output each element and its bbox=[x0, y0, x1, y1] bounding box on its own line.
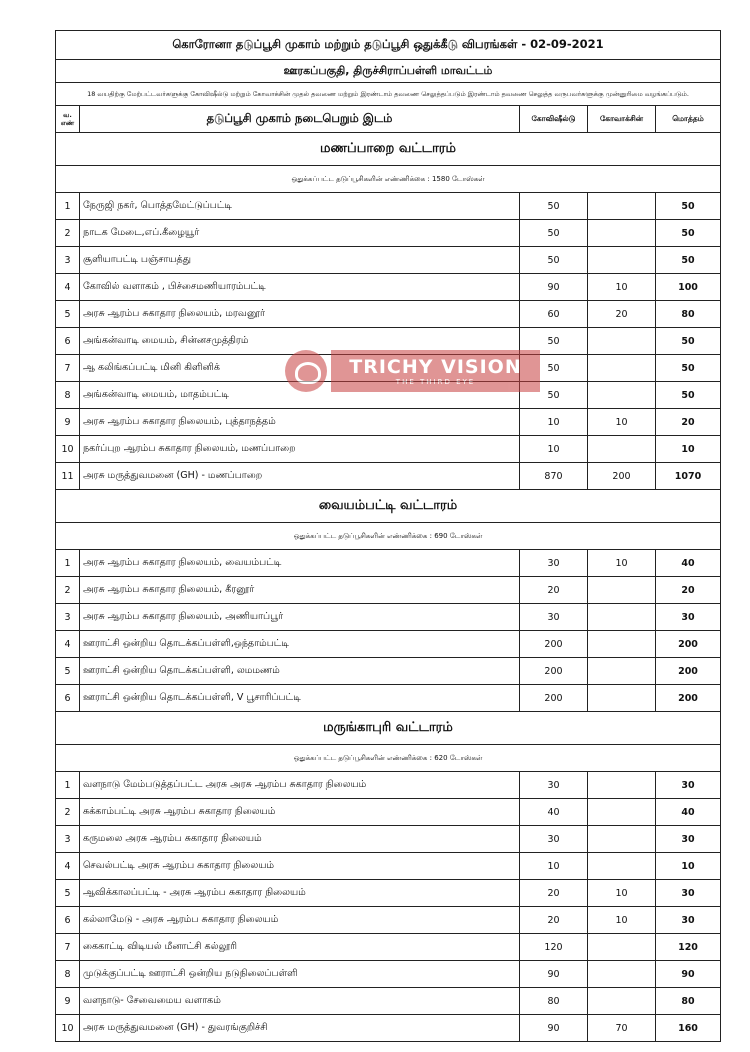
table-row bbox=[56, 463, 721, 490]
covaxin-count bbox=[588, 934, 656, 961]
header-serial-number: வ. எண் bbox=[56, 106, 80, 133]
covaxin-count: 70 bbox=[588, 1015, 656, 1042]
table-row bbox=[56, 274, 721, 301]
total-count: 200 bbox=[656, 631, 721, 658]
camp-location: ஆவிக்காலப்பட்டி - அரசு ஆரம்ப சுகாதார நிலையம் bbox=[80, 880, 520, 907]
covaxin-count bbox=[588, 658, 656, 685]
serial-number: 1 bbox=[56, 193, 80, 220]
camp-location: கருமலை அரசு ஆரம்ப சுகாதார நிலையம் bbox=[80, 826, 520, 853]
serial-number: 8 bbox=[56, 382, 80, 409]
total-count: 50 bbox=[656, 382, 721, 409]
camp-location: செவல்பட்டி அரசு ஆரம்ப சுகாதார நிலையம் bbox=[80, 853, 520, 880]
serial-number: 10 bbox=[56, 436, 80, 463]
total-count: 30 bbox=[656, 907, 721, 934]
serial-number: 1 bbox=[56, 772, 80, 799]
covaxin-count bbox=[588, 772, 656, 799]
table-row bbox=[56, 409, 721, 436]
total-count: 10 bbox=[656, 853, 721, 880]
total-count: 10 bbox=[656, 436, 721, 463]
covaxin-count bbox=[588, 577, 656, 604]
covaxin-count: 200 bbox=[588, 463, 656, 490]
dose-allocation: ஒதுக்கப்பட்ட தடுப்பூசிகளின் எண்ணிக்கை : 690 டோஸ்கள் bbox=[56, 523, 721, 550]
covaxin-count bbox=[588, 799, 656, 826]
covaxin-count bbox=[588, 436, 656, 463]
covishield-count: 90 bbox=[520, 961, 588, 988]
camp-location: அரசு ஆரம்ப சுகாதார நிலையம், வையம்பட்டி bbox=[80, 550, 520, 577]
total-count: 30 bbox=[656, 826, 721, 853]
covaxin-count: 10 bbox=[588, 274, 656, 301]
covishield-count: 200 bbox=[520, 685, 588, 712]
total-count: 40 bbox=[656, 550, 721, 577]
serial-number: 6 bbox=[56, 907, 80, 934]
covishield-count: 30 bbox=[520, 826, 588, 853]
table-row bbox=[56, 961, 721, 988]
covishield-count: 120 bbox=[520, 934, 588, 961]
total-count: 200 bbox=[656, 685, 721, 712]
covaxin-count bbox=[588, 355, 656, 382]
serial-number: 5 bbox=[56, 301, 80, 328]
table-row bbox=[56, 772, 721, 799]
covaxin-count: 20 bbox=[588, 301, 656, 328]
vaccination-schedule-document bbox=[55, 30, 720, 1042]
table-row bbox=[56, 988, 721, 1015]
covaxin-count bbox=[588, 631, 656, 658]
covishield-count: 50 bbox=[520, 247, 588, 274]
total-count: 50 bbox=[656, 328, 721, 355]
camp-location: முடுக்குப்பட்டி ஊராட்சி ஒன்றிய நடுநிலைப்பள்ளி bbox=[80, 961, 520, 988]
covaxin-count bbox=[588, 988, 656, 1015]
covishield-count: 90 bbox=[520, 1015, 588, 1042]
total-count: 30 bbox=[656, 604, 721, 631]
serial-number: 5 bbox=[56, 880, 80, 907]
table-row bbox=[56, 631, 721, 658]
table-row bbox=[56, 880, 721, 907]
watermark-name: TRICHY VISION bbox=[349, 355, 522, 378]
block-heading-row bbox=[56, 712, 721, 745]
camp-location: அரசு ஆரம்ப சுகாதார நிலையம், கீரனூர் bbox=[80, 577, 520, 604]
serial-number: 3 bbox=[56, 604, 80, 631]
camp-location: நேருஜி நகர், பொத்தமேட்டுப்பட்டி bbox=[80, 193, 520, 220]
covishield-count: 90 bbox=[520, 274, 588, 301]
camp-location: சுக்காம்பட்டி அரசு ஆரம்ப சுகாதார நிலையம் bbox=[80, 799, 520, 826]
camp-location: ஊராட்சி ஒன்றிய தொடக்கப்பள்ளி, லமமணம் bbox=[80, 658, 520, 685]
serial-number: 5 bbox=[56, 658, 80, 685]
table-row bbox=[56, 826, 721, 853]
covishield-count: 60 bbox=[520, 301, 588, 328]
header-covishield: கோவிஷீல்டு bbox=[520, 106, 588, 133]
camp-location: அரசு மருத்துவமனை (GH) - துவரங்குறிச்சி bbox=[80, 1015, 520, 1042]
table-row bbox=[56, 220, 721, 247]
total-count: 120 bbox=[656, 934, 721, 961]
total-count: 20 bbox=[656, 409, 721, 436]
table-row bbox=[56, 355, 721, 382]
covaxin-count bbox=[588, 382, 656, 409]
camp-location: அங்கன்வாடி மையம், மாதம்பட்டி bbox=[80, 382, 520, 409]
covishield-count: 20 bbox=[520, 907, 588, 934]
block-heading-row bbox=[56, 133, 721, 166]
total-count: 50 bbox=[656, 355, 721, 382]
serial-number: 4 bbox=[56, 274, 80, 301]
covaxin-count bbox=[588, 247, 656, 274]
covishield-count: 30 bbox=[520, 550, 588, 577]
table-row bbox=[56, 436, 721, 463]
covishield-count: 200 bbox=[520, 658, 588, 685]
covishield-count: 40 bbox=[520, 799, 588, 826]
total-count: 90 bbox=[656, 961, 721, 988]
total-count: 30 bbox=[656, 880, 721, 907]
dose-allocation: ஒதுக்கப்பட்ட தடுப்பூசிகளின் எண்ணிக்கை : 1580 டோஸ்கள் bbox=[56, 166, 721, 193]
table-row bbox=[56, 907, 721, 934]
camp-location: வளநாடு மேம்படுத்தப்பட்ட அரசு அரசு ஆரம்ப சுகாதார நிலையம் bbox=[80, 772, 520, 799]
covishield-count: 20 bbox=[520, 577, 588, 604]
total-count: 30 bbox=[656, 772, 721, 799]
covishield-count: 50 bbox=[520, 328, 588, 355]
serial-number: 10 bbox=[56, 1015, 80, 1042]
covaxin-count bbox=[588, 826, 656, 853]
table-row bbox=[56, 799, 721, 826]
covaxin-count bbox=[588, 604, 656, 631]
table-row bbox=[56, 328, 721, 355]
eligibility-note: 18 வயதிற்கு மேற்பட்டவர்களுக்கு கோவிஷீல்டு மற்றும் கோவாக்சின் முதல் தவணை மற்றும் இரண்டாம் தவணை செலுத்தப்படும் இரண்டாம் தவணை செலுத்த வருபவர்களுக்கு முன்னுரிமை வழங்கப்படும். bbox=[56, 83, 721, 106]
camp-location: கல்லாமேடு - அரசு ஆரம்ப சுகாதார நிலையம் bbox=[80, 907, 520, 934]
serial-number: 4 bbox=[56, 853, 80, 880]
total-count: 100 bbox=[656, 274, 721, 301]
table-row bbox=[56, 934, 721, 961]
covishield-count: 200 bbox=[520, 631, 588, 658]
table-row bbox=[56, 301, 721, 328]
table-row bbox=[56, 550, 721, 577]
covishield-count: 50 bbox=[520, 355, 588, 382]
serial-number: 2 bbox=[56, 799, 80, 826]
camp-location: ஊராட்சி ஒன்றிய தொடக்கப்பள்ளி, V பூசாரிப்பட்டி bbox=[80, 685, 520, 712]
covishield-count: 80 bbox=[520, 988, 588, 1015]
block-name: வையம்பட்டி வட்டாரம் bbox=[56, 490, 721, 523]
covishield-count: 50 bbox=[520, 220, 588, 247]
dose-allocation-row bbox=[56, 745, 721, 772]
camp-location: வளநாடு- சேவைமைய வளாகம் bbox=[80, 988, 520, 1015]
total-count: 50 bbox=[656, 193, 721, 220]
total-count: 40 bbox=[656, 799, 721, 826]
camp-location: கைகாட்டி விடியல் மீனாட்சி கல்லூரி bbox=[80, 934, 520, 961]
covishield-count: 30 bbox=[520, 772, 588, 799]
covaxin-count: 10 bbox=[588, 409, 656, 436]
covishield-count: 20 bbox=[520, 880, 588, 907]
serial-number: 11 bbox=[56, 463, 80, 490]
schedule-table bbox=[55, 30, 721, 1042]
serial-number: 4 bbox=[56, 631, 80, 658]
watermark-tagline: THE THIRD EYE bbox=[395, 377, 476, 386]
document-subtitle: ஊரகப்பகுதி, திருச்சிராப்பள்ளி மாவட்டம் bbox=[56, 60, 721, 83]
serial-number: 7 bbox=[56, 934, 80, 961]
serial-number: 7 bbox=[56, 355, 80, 382]
serial-number: 2 bbox=[56, 220, 80, 247]
table-row bbox=[56, 1015, 721, 1042]
camp-location: நாடக மேடை,எப்.கீழையூர் bbox=[80, 220, 520, 247]
covishield-count: 50 bbox=[520, 382, 588, 409]
block-heading-row bbox=[56, 490, 721, 523]
serial-number: 9 bbox=[56, 988, 80, 1015]
table-row bbox=[56, 193, 721, 220]
table-row bbox=[56, 853, 721, 880]
camp-location: அரசு ஆரம்ப சுகாதார நிலையம், அணியாப்பூர் bbox=[80, 604, 520, 631]
total-count: 200 bbox=[656, 658, 721, 685]
covishield-count: 10 bbox=[520, 853, 588, 880]
camp-location: சூளியாபட்டி பஞ்சாயத்து bbox=[80, 247, 520, 274]
covishield-count: 30 bbox=[520, 604, 588, 631]
covishield-count: 50 bbox=[520, 193, 588, 220]
block-name: மருங்காபுரி வட்டாரம் bbox=[56, 712, 721, 745]
header-total: மொத்தம் bbox=[656, 106, 721, 133]
table-row bbox=[56, 685, 721, 712]
covaxin-count bbox=[588, 961, 656, 988]
covishield-count: 10 bbox=[520, 409, 588, 436]
serial-number: 3 bbox=[56, 247, 80, 274]
block-name: மணப்பாறை வட்டாரம் bbox=[56, 133, 721, 166]
camp-location: அங்கன்வாடி மையம், சின்னசமுத்திரம் bbox=[80, 328, 520, 355]
camp-location: அரசு ஆரம்ப சுகாதார நிலையம், புத்தாநத்தம் bbox=[80, 409, 520, 436]
covaxin-count: 10 bbox=[588, 550, 656, 577]
header-covaxin: கோவாக்சின் bbox=[588, 106, 656, 133]
serial-number: 3 bbox=[56, 826, 80, 853]
total-count: 160 bbox=[656, 1015, 721, 1042]
camp-location: கோவில் வளாகம் , பிச்சைமணியாரம்பட்டி bbox=[80, 274, 520, 301]
covishield-count: 870 bbox=[520, 463, 588, 490]
serial-number: 6 bbox=[56, 685, 80, 712]
serial-number: 9 bbox=[56, 409, 80, 436]
camp-location: ஆ கலிங்கப்பட்டி மினி கிளினிக் bbox=[80, 355, 520, 382]
header-camp-location: தடுப்பூசி முகாம் நடைபெறும் இடம் bbox=[80, 106, 520, 133]
serial-number: 8 bbox=[56, 961, 80, 988]
table-row bbox=[56, 247, 721, 274]
covaxin-count: 10 bbox=[588, 907, 656, 934]
covaxin-count bbox=[588, 853, 656, 880]
serial-number: 1 bbox=[56, 550, 80, 577]
total-count: 1070 bbox=[656, 463, 721, 490]
camp-location: அரசு ஆரம்ப சுகாதார நிலையம், மரவனூர் bbox=[80, 301, 520, 328]
table-row bbox=[56, 658, 721, 685]
covaxin-count bbox=[588, 685, 656, 712]
covaxin-count bbox=[588, 328, 656, 355]
total-count: 20 bbox=[656, 577, 721, 604]
serial-number: 2 bbox=[56, 577, 80, 604]
camp-location: அரசு மருத்துவமனை (GH) - மணப்பாறை bbox=[80, 463, 520, 490]
covishield-count: 10 bbox=[520, 436, 588, 463]
table-row bbox=[56, 604, 721, 631]
table-header-row bbox=[56, 106, 721, 133]
total-count: 50 bbox=[656, 247, 721, 274]
table-row bbox=[56, 577, 721, 604]
table-row bbox=[56, 382, 721, 409]
dose-allocation-row bbox=[56, 523, 721, 550]
camp-location: ஊராட்சி ஒன்றிய தொடக்கப்பள்ளி,ஒந்தாம்பட்டி bbox=[80, 631, 520, 658]
dose-allocation-row bbox=[56, 166, 721, 193]
camp-location: நகர்ப்புற ஆரம்ப சுகாதார நிலையம், மணப்பாறை bbox=[80, 436, 520, 463]
dose-allocation: ஒதுக்கப்பட்ட தடுப்பூசிகளின் எண்ணிக்கை : 620 டோஸ்கள் bbox=[56, 745, 721, 772]
total-count: 50 bbox=[656, 220, 721, 247]
covaxin-count bbox=[588, 220, 656, 247]
total-count: 80 bbox=[656, 301, 721, 328]
covaxin-count bbox=[588, 193, 656, 220]
serial-number: 6 bbox=[56, 328, 80, 355]
document-title: கொரோனா தடுப்பூசி முகாம் மற்றும் தடுப்பூசி ஒதுக்கீடு விபரங்கள் - 02-09-2021 bbox=[56, 31, 721, 60]
covaxin-count: 10 bbox=[588, 880, 656, 907]
total-count: 80 bbox=[656, 988, 721, 1015]
